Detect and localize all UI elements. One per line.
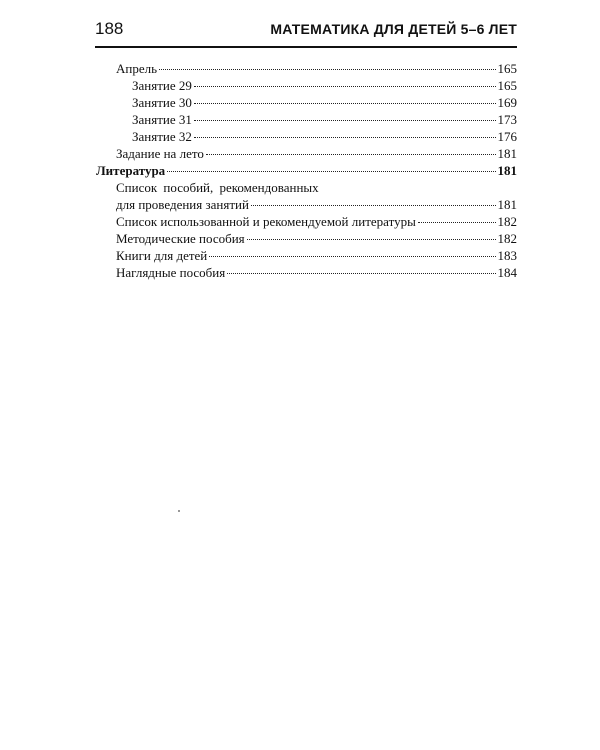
toc-entry-recommended-first-line: Список пособий, рекомендованных: [116, 180, 319, 195]
toc-entry-title: Методические пособия: [116, 231, 245, 246]
toc-entry-used-literature[interactable]: [116, 213, 517, 230]
toc-entry-methodical[interactable]: [116, 230, 517, 247]
dot-leader: [194, 103, 496, 104]
dot-leader: [194, 120, 496, 121]
running-title: МАТЕМАТИКА ДЛЯ ДЕТЕЙ 5–6 ЛЕТ: [270, 21, 517, 37]
toc-entry-title: Занятие 30: [132, 95, 192, 110]
toc-entry-title: Апрель: [116, 61, 158, 76]
toc-entry-page: 181: [497, 146, 517, 161]
toc-entry-page: 182: [497, 214, 517, 229]
toc-entry-page: 169: [497, 95, 517, 110]
page-header: [95, 18, 517, 48]
dot-leader: [206, 154, 496, 155]
toc-entry-title: Книги для детей: [116, 248, 208, 263]
dot-leader: [167, 171, 495, 172]
dot-leader: [209, 256, 495, 257]
toc-entry-lesson-29[interactable]: [132, 77, 517, 94]
scan-speck: [178, 510, 180, 512]
toc-entry-page: 183: [497, 248, 517, 263]
dot-leader: [251, 205, 496, 206]
toc-entry-lesson-30[interactable]: [132, 94, 517, 111]
toc-entry-visual-aids[interactable]: [116, 264, 517, 281]
toc-entry-title: Список использованной и рекомендуемой литературы: [116, 214, 416, 229]
toc-entry-page: 182: [497, 231, 517, 246]
toc-entry-summer-task[interactable]: [116, 145, 517, 162]
toc-entry-title: Занятие 32: [132, 129, 192, 144]
toc-entry-page: 165: [497, 78, 517, 93]
toc-entry-title: для проведения занятий: [116, 197, 249, 212]
dot-leader: [227, 273, 495, 274]
toc-entry-lesson-32[interactable]: [132, 128, 517, 145]
toc-entry-april[interactable]: [116, 60, 517, 77]
dot-leader: [194, 86, 496, 87]
toc-entry-lesson-31[interactable]: [132, 111, 517, 128]
toc-entry-children-books[interactable]: [116, 247, 517, 264]
toc-entry-page: 176: [497, 129, 517, 144]
toc-entry-page: 181: [497, 197, 517, 212]
toc-entry-page: 184: [497, 265, 517, 280]
toc-entry-title: Литература: [96, 163, 166, 178]
toc-entry-title: Наглядные пособия: [116, 265, 226, 280]
dot-leader: [194, 137, 496, 138]
dot-leader: [159, 69, 495, 70]
toc-entry-page: 165: [497, 61, 517, 76]
page-number: 188: [95, 19, 124, 38]
toc-entry-page: 181: [497, 163, 517, 178]
dot-leader: [247, 239, 496, 240]
toc-entry-page: 173: [497, 112, 517, 127]
dot-leader: [418, 222, 496, 223]
toc-entry-title: Занятие 31: [132, 112, 192, 127]
toc-entry-title: Занятие 29: [132, 78, 192, 93]
toc-entry-recommended[interactable]: [116, 196, 517, 213]
toc-entry-literature[interactable]: [96, 162, 517, 179]
toc-entry-title: Задание на лето: [116, 146, 204, 161]
